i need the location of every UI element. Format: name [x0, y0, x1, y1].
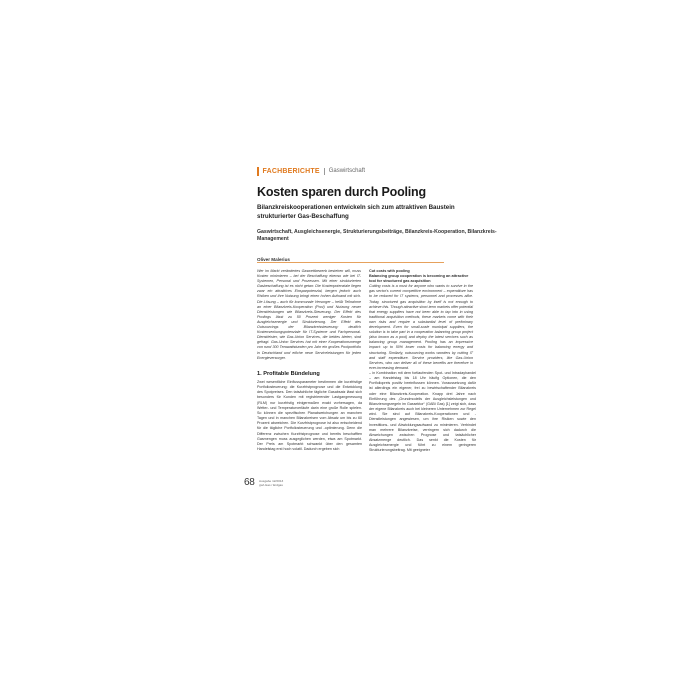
abstract-german: Wer im Markt verändertes Gaswettbewerb bestehen will, muss Kosten minimieren – bei der Beschaffung ebenso wie bei IT-Systemen, Personal und Prozessen. Mit einer strukturierten Gasbeschaffung ist es nicht getan: Die Kostenpotenziale liegen zwar ein attraktives Einsparpotenzial, bergen jedoch auch Risiken und ihre Nutzung bringt einen hohen Aufwand mit sich. Die Lösung – auch für kommunale Versorger – heißt Teilnahme an einer Bilanzkreis-Kooperation (Pool) und Nutzung neuer Dienstleistungen wie Bilanzkreis-Steuerung. Der Effekt des Poolings lässt zu 50 Prozent weniger Kosten für Ausgleichsenergie und Strukturierung. Der Effekt des Outsourcings der Bilanzkreissteuerung: deutlich Kostensenkungspotenziale für IT-Systeme und Fachpersonal. Dienstleister, wie Gas-Union Services, die beides bieten, sind gefragt. Gas-Union Services hat mit einer Kooperationsmenge von rund 300 Terawattstunden pro Jahr ein großes Poolportfolio in Deutschland und etliche neue Serviceleistungen für jeden Energieversorger.: [257, 269, 361, 360]
page-number: 68: [244, 477, 255, 488]
author-rule: [257, 262, 444, 263]
body-column-2: – in Kombination mit dem fortlaufenden Spot- und Intradayhandel – am Handelstag bis 18 Uhr häufig Optionen, die den Portfoliopreis positiv beeinflussen können. Voraussetzung dafür ist allerdings ein eigener, frei zu bewirtschaftender Bilanzkreis oder eine Bilanzkreis-Kooperation. Knapp drei Jahre nach Einführung des „Grundmodells der Ausgleichsleistungen und Bilanzierungsregeln im Gassektor“ (GABi Gas) [1] zeigt sich, dass der eigene Bilanzkreis auch bei kleineren Unternehmen zur Regel wird. Sie sind auf Bilanzkreis-Kooperationen und -Dienstleistungen angewiesen, um ihre Risiken sowie den Investitions- und Abwicklungsaufwand zu minimieren. Verbindet man mehrere Bilanzkreise, verringern sich dadurch die Abweichungen zwischen Prognose und tatsächlicher Absatzmenge deutlich. Das senkt die Kosten für Ausgleichsenergie und führt zu einem geringeren Strukturierungsbeitrag. Mit geeigneter: [369, 371, 476, 453]
header-bar: [257, 167, 259, 176]
section-heading: 1. Profitable Bündelung: [257, 371, 320, 377]
page-footer: [259, 479, 283, 487]
article-author: Oliver Malerius: [257, 257, 290, 262]
footer-journal: gwf-Gas / Erdgas: [259, 483, 283, 487]
body-column-1: Zwei wesentliche Einflussparameter bestimmen die kurzfristige Portfoliosteuerung: die Kurzfristprognose und die Entwicklung des Spotpreises. Den tatsächliche tägliche Gasabsatz lässt sich besonders für Kunden mit registrierender Lastgangmessung (RLM) nur kurzfristig einigermaßen exakt vorhersagen, da Wetter- und Temperaturverläufe darin eine große Rolle spielen. So können die spezifischen Planabweichungen an manchen Tagen und in manchen Bilanzkreisen vom Absatz um bis zu 60 Prozent abweichen. Die Kurzfristprognose ist also entscheidend für die tägliche Portfoliosteuerung und -optimierung. Denn die Differenz zwischen Kurzfristprognose und bereits beschafften Gasmengen muss ausgeglichen werden, etwa am Spotmarkt. Der Preis am Spotmarkt schwankt über den gesamten Handelstag erst hoch volatil. Dadurch ergeben sich: [257, 380, 362, 452]
abstract-english-body: Cutting costs is a must for anyone who wants to survive in the gas sector's current competitive environment – expenditure has to be reduced for IT systems, personnel and processes alike. Today, structured gas acquisition by itself is not enough to achieve this. Though attractive short-term markets offer potential that energy suppliers have not been able to tap into in using traditional acquisition methods, these markets come with their own risks and require a substantial level of preliminary development. Even for small-scale municipal suppliers, the solution is to take part in a cooperation balancing group project (also known as a pool) and deploy the latest services such as balancing group management. Pooling has an impressive impact: up to 50% lower costs for balancing energy and structuring. Similarly, outsourcing works wonders by cutting IT and staff expenditure. Service providers, like Gas-Union Services, who can deliver all of these benefits are therefore in ever-increasing demand.: [369, 284, 474, 370]
abstract-english-subheading: Balancing group cooperation is becoming an attractive tool for structured gas acquisition: [369, 274, 469, 284]
article-title: Kosten sparen durch Pooling: [257, 185, 426, 199]
abstract-english: [369, 269, 473, 371]
article-subtitle: Bilanzkreiskooperationen entwickeln sich zum attraktiven Baustein strukturierter Gas-Beschaffung: [257, 204, 455, 220]
rubric-label: FACHBERICHTE: [262, 167, 320, 175]
section-header: [257, 166, 365, 176]
section-label: Gaswirtschaft: [328, 168, 366, 174]
abstract-english-heading: Cut costs with pooling: [369, 269, 410, 273]
article-keywords: Gaswirtschaft, Ausgleichsenergie, Strukturierungsbeiträge, Bilanzkreis-Kooperation, Bilanzkreis-Management: [257, 229, 497, 242]
header-separator: [324, 168, 325, 175]
footer-issue: Ausgabe 12/2013: [259, 479, 284, 483]
